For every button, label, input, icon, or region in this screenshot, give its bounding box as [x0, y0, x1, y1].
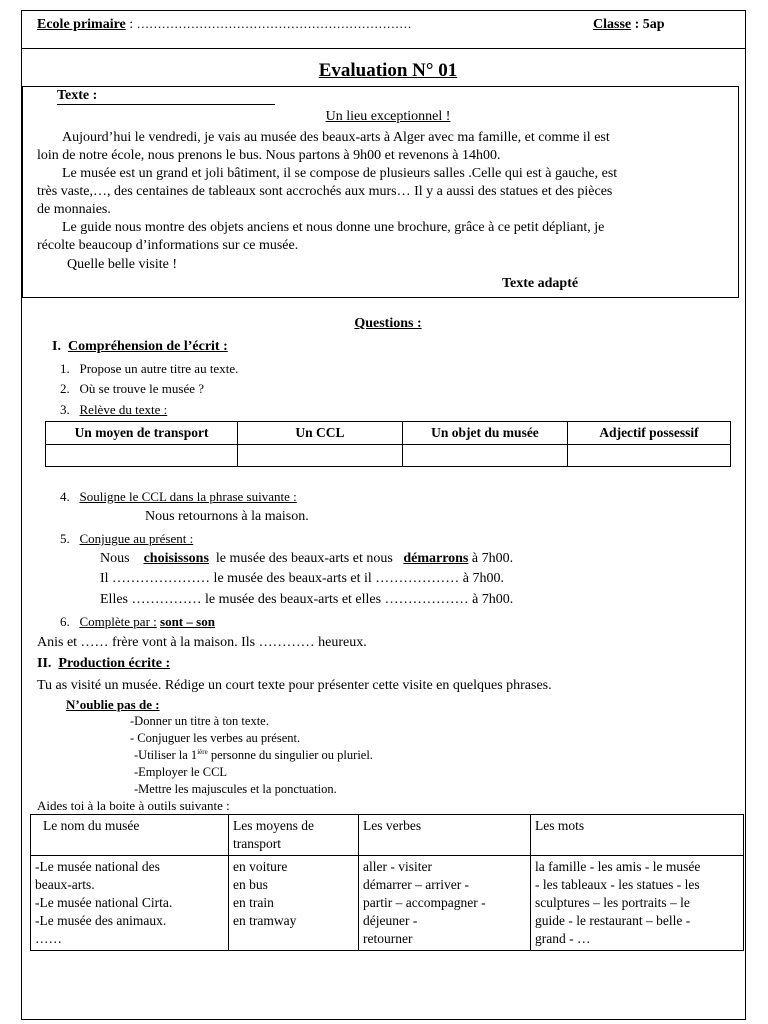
- conj-text: le musée des beaux-arts et nous: [215, 551, 393, 566]
- header-divider: [21, 48, 746, 49]
- question-number: 5.: [60, 531, 70, 546]
- releve-header: Adjectif possessif: [568, 422, 731, 445]
- list-item: démarrer – arriver -: [363, 877, 470, 892]
- school-dots: …………………………………………………………: [136, 17, 412, 31]
- text-paragraph: récolte beaucoup d’informations sur ce musée.: [37, 238, 299, 253]
- text-paragraph: Le guide nous montre des objets anciens et nous donne une brochure, grâce à ce petit dépliant, je: [62, 220, 605, 235]
- section-comprehension: [52, 339, 228, 355]
- toolbox-intro: Aides toi à la boite à outils suivante :: [37, 798, 230, 813]
- releve-table: [45, 421, 731, 467]
- text-paragraph: très vaste,…, des centaines de tableaux sont accrochés aux murs… Il y a aussi des statues et des pièces: [37, 184, 613, 199]
- section-title: Compréhension de l’écrit :: [67, 339, 228, 354]
- checklist-item: [134, 748, 373, 763]
- checklist-item: - Conjuguer les verbes au présent.: [130, 731, 301, 745]
- question-4-sentence: Nous retournons à la maison.: [145, 509, 309, 524]
- text-source: Texte adapté: [502, 276, 579, 291]
- question-text: Souligne le CCL dans la phrase suivante :: [79, 489, 297, 504]
- section-number: II.: [37, 656, 52, 671]
- list-item: en voiture: [233, 859, 288, 874]
- list-item: en tramway: [233, 913, 297, 928]
- question-6-sentence[interactable]: Anis et …… frère vont à la maison. Ils ………… heureux.: [37, 635, 367, 650]
- question-words: sont – son: [160, 614, 215, 629]
- conj-verb-example: démarrons: [403, 551, 469, 566]
- section-title: Production écrite :: [58, 656, 171, 671]
- toolbox-header: Les mots: [531, 815, 744, 856]
- section-production: [37, 656, 170, 672]
- question-text: Conjugue au présent :: [79, 531, 194, 546]
- writing-instruction: Tu as visité un musée. Rédige un court texte pour présenter cette visite en quelques phrases.: [37, 678, 552, 693]
- toolbox-header: Les moyens de transport: [229, 815, 359, 856]
- question-number: 2.: [60, 381, 70, 396]
- list-item: - les tableaux - les statues - les: [535, 877, 700, 892]
- list-item: beaux-arts.: [35, 877, 95, 892]
- list-item: en train: [233, 895, 274, 910]
- checklist-item-text: personne du singulier ou pluriel.: [207, 748, 373, 763]
- conjugation-line-1: [100, 551, 513, 567]
- toolbox-cell-verbs: [359, 856, 531, 951]
- toolbox-cell-words: [531, 856, 744, 951]
- releve-header: Un objet du musée: [403, 422, 568, 445]
- conj-verb-example: choisissons: [143, 551, 209, 566]
- releve-answer-cell[interactable]: [238, 445, 403, 467]
- conj-text: à 7h00.: [471, 551, 514, 566]
- question-6: [60, 614, 215, 630]
- text-paragraph: Le musée est un grand et joli bâtiment, il se compose de plusieurs salles .Celle qui est à gauche, est: [62, 166, 618, 181]
- toolbox-header: Le nom du musée: [31, 815, 229, 856]
- school-label: Ecole primaire: [37, 17, 126, 32]
- superscript: ière: [197, 748, 208, 756]
- question-4: [60, 489, 297, 505]
- list-item: en bus: [233, 877, 268, 892]
- checklist-item-text: -Utiliser la 1: [134, 748, 198, 763]
- list-item: -Le musée des animaux.: [35, 913, 167, 928]
- toolbox-cell-museums: [31, 856, 229, 951]
- question-1: [60, 361, 238, 377]
- question-text: Propose un autre titre au texte.: [79, 361, 239, 376]
- list-item: retourner: [363, 931, 413, 946]
- checklist-item: -Donner un titre à ton texte.: [130, 714, 269, 728]
- releve-answer-cell[interactable]: [403, 445, 568, 467]
- checklist-item: -Employer le CCL: [134, 765, 228, 779]
- question-text: Relève du texte :: [79, 402, 168, 417]
- page-title: Evaluation N° 01: [318, 60, 458, 81]
- question-5: [60, 531, 193, 547]
- releve-header: Un CCL: [238, 422, 403, 445]
- toolbox-header: Les verbes: [359, 815, 531, 856]
- question-text: Où se trouve le musée ?: [79, 381, 205, 396]
- releve-answer-cell[interactable]: [46, 445, 238, 467]
- toolbox-table: [30, 814, 744, 951]
- text-paragraph: loin de notre école, nous prenons le bus. Nous partons à 9h00 et revenons à 14h00.: [37, 148, 501, 163]
- list-item: la famille - les amis - le musée: [535, 859, 701, 874]
- question-number: 4.: [60, 489, 70, 504]
- list-item: sculptures – les portraits – le: [535, 895, 690, 910]
- releve-header: Un moyen de transport: [46, 422, 238, 445]
- class-label: Classe: [593, 17, 632, 32]
- toolbox-cell-transport: [229, 856, 359, 951]
- class-value: : 5ap: [634, 17, 665, 32]
- list-item: aller - visiter: [363, 859, 432, 874]
- text-paragraph: de monnaies.: [37, 202, 111, 217]
- list-item: partir – accompagner -: [363, 895, 486, 910]
- school-field: [37, 17, 412, 33]
- list-item: -Le musée national des: [35, 859, 160, 874]
- list-item: guide - le restaurant – belle -: [535, 913, 691, 928]
- conjugation-line-3[interactable]: Elles …………… le musée des beaux-arts et elles ……………… à 7h00.: [100, 592, 514, 607]
- text-paragraph: Quelle belle visite !: [67, 257, 178, 272]
- list-item: grand - …: [535, 931, 591, 946]
- list-item: déjeuner -: [363, 913, 418, 928]
- question-3: [60, 402, 167, 418]
- question-number: 3.: [60, 402, 70, 417]
- text-heading: Un lieu exceptionnel !: [325, 109, 451, 124]
- text-label: Texte :: [57, 88, 275, 105]
- school-colon: :: [129, 17, 134, 32]
- list-item: ……: [35, 931, 62, 946]
- section-number: I.: [52, 339, 61, 354]
- conjugation-line-2[interactable]: Il ………………… le musée des beaux-arts et il ……………… à 7h00.: [100, 571, 504, 586]
- text-paragraph: Aujourd’hui le vendredi, je vais au musée des beaux-arts à Alger avec ma famille, et comme il est: [62, 130, 610, 145]
- questions-title: Questions :: [354, 316, 422, 331]
- list-item: -Le musée national Cirta.: [35, 895, 173, 910]
- question-2: [60, 381, 204, 397]
- checklist-title: N’oublie pas de :: [66, 697, 160, 712]
- class-field: [593, 17, 665, 33]
- checklist-item: -Mettre les majuscules et la ponctuation.: [134, 782, 337, 796]
- question-number: 1.: [60, 361, 70, 376]
- question-text: Complète par :: [79, 614, 157, 629]
- conj-subject: Nous: [100, 551, 130, 566]
- releve-answer-cell[interactable]: [568, 445, 731, 467]
- question-number: 6.: [60, 614, 70, 629]
